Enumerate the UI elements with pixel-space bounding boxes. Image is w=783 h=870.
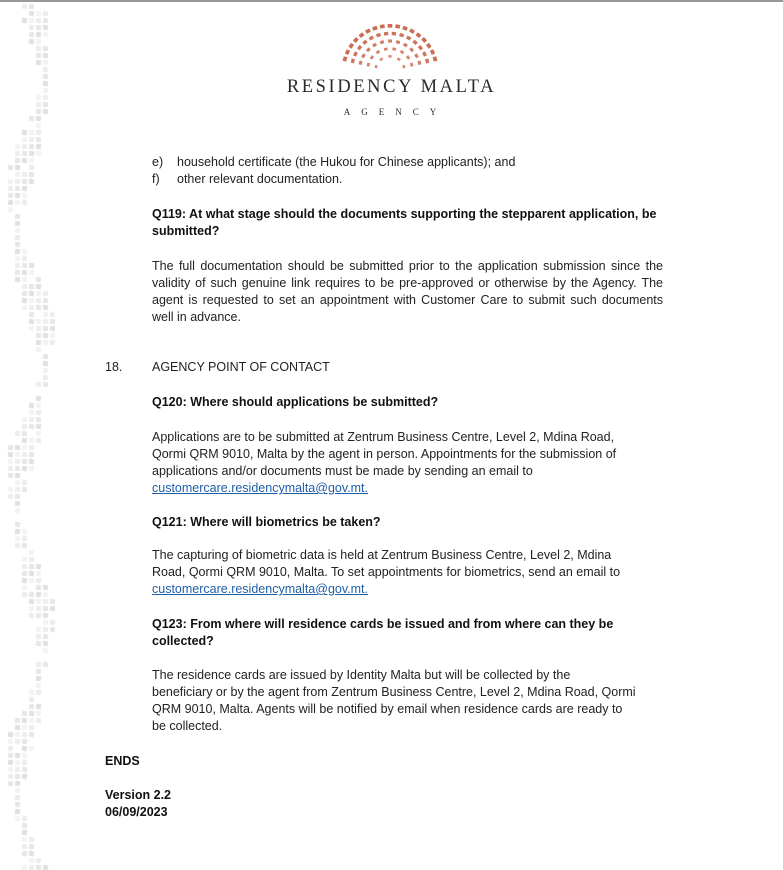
question-q123: Q123: From where will residence cards be issued and from where can they be (152, 617, 614, 631)
question-q121: Q121: Where will biometrics be taken? (152, 515, 381, 529)
ends-label: ENDS (105, 754, 140, 768)
brand-subtitle: AGENCY (343, 107, 448, 117)
list-marker: e) (152, 155, 164, 169)
list-marker: f) (152, 172, 160, 186)
answer-q120-line: Applications are to be submitted at Zentrum Business Centre, Level 2, Mdina Road, (152, 430, 615, 444)
answer-q120-line: applications and/or documents must be made by sending an email to (152, 464, 533, 478)
section-title: AGENCY POINT OF CONTACT (152, 360, 330, 374)
decorative-mosaic-border (0, 0, 70, 870)
section-number: 18. (105, 360, 123, 374)
list-item: household certificate (the Hukou for Chinese applicants); and (177, 155, 516, 169)
answer-q123-line: be collected. (152, 719, 223, 733)
answer-q121-line: The capturing of biometric data is held at Zentrum Business Centre, Level 2, Mdina (152, 548, 612, 562)
version-date: 06/09/2023 (105, 805, 168, 819)
answer-q123-line: QRM 9010, Malta. Agents will be notified by email when residence cards are ready to (152, 702, 623, 716)
question-q119-cont: submitted? (152, 224, 220, 238)
question-q120: Q120: Where should applications be submitted? (152, 395, 439, 409)
answer-q121-line: Road, Qormi QRM 9010, Malta. To set appointments for biometrics, send an email to (152, 565, 621, 579)
question-q123-cont: collected? (152, 634, 214, 648)
version-label: Version 2.2 (105, 788, 172, 802)
brand-name: RESIDENCY MALTA (286, 77, 497, 97)
email-link[interactable]: customercare.residencymalta@gov.mt. (152, 481, 369, 495)
answer-q123-line: beneficiary or by the agent from Zentrum Business Centre, Level 2, Mdina Road, Qormi (152, 685, 636, 699)
email-link[interactable]: customercare.residencymalta@gov.mt. (152, 582, 369, 596)
question-q119: Q119: At what stage should the documents supporting the stepparent application, be (152, 207, 657, 221)
answer-q119: The full documentation should be submitted prior to the application submission since the validity of such genuine link requires to be pre-approved or otherwise by the Agency. The agent is requested to set an appointment with Customer Care to submit such documents well in advance. (152, 259, 663, 324)
answer-q120-line: Qormi QRM 9010, Malta by the agent in person. Appointments for the submission of (152, 447, 617, 461)
list-item: other relevant documentation. (177, 172, 343, 186)
answer-q123-line: The residence cards are issued by Identity Malta but will be collected by the (152, 668, 571, 682)
